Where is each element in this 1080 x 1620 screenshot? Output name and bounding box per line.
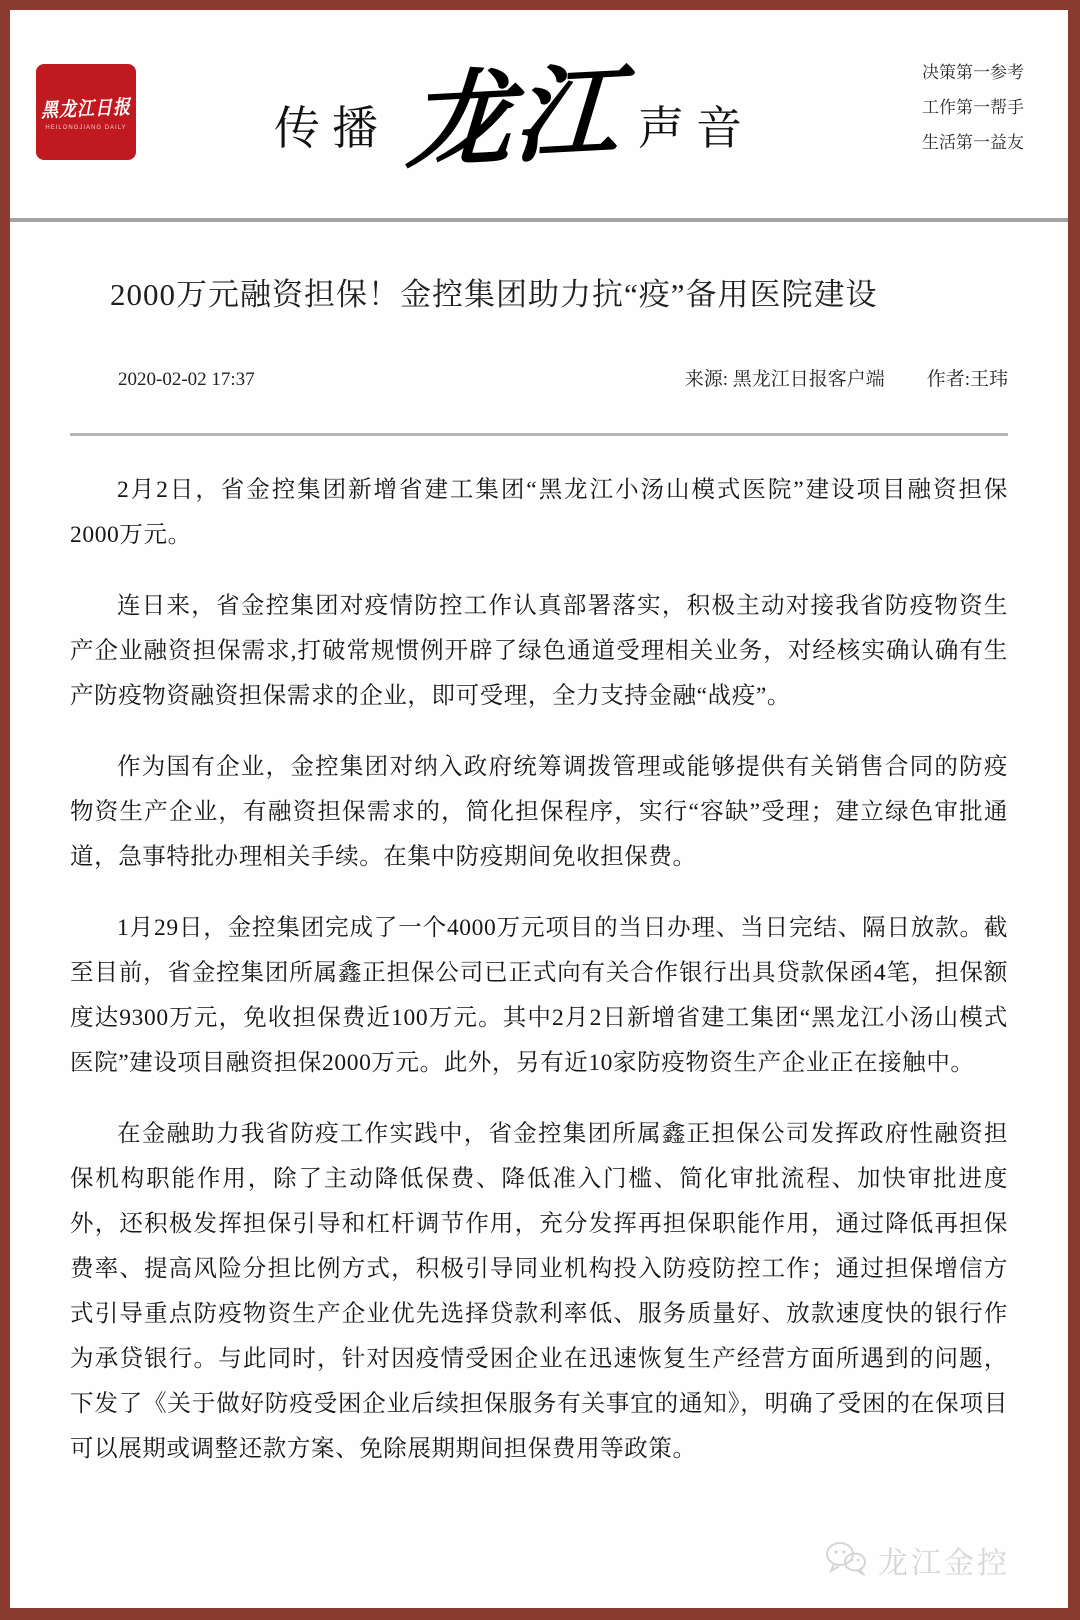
publish-datetime: 2020-02-02 17:37 [118, 368, 255, 390]
meta-right-group [685, 364, 1008, 391]
slogan-line: 决策第一参考 [922, 62, 1024, 82]
slogan-list [922, 55, 1024, 160]
masthead-prefix: 传播 [273, 102, 390, 154]
watermark [824, 1538, 1010, 1582]
meta-divider-line [70, 433, 1008, 436]
masthead-suffix: 声音 [638, 102, 754, 154]
paragraph: 2月2日，省金控集团新增省建工集团“黑龙江小汤山模式医院”建设项目融资担保2000万元。 [70, 476, 1008, 548]
logo-en-text: HEILONGJIANG DAILY [45, 124, 127, 131]
author-label: 作者:王玮 [926, 368, 1008, 390]
header-divider [10, 218, 1068, 222]
source-label: 来源: 黑龙江日报客户端 [684, 368, 885, 390]
article-title: 2000万元融资担保！金控集团助力抗“疫”备用医院建设 [110, 277, 878, 312]
article-body-container [10, 274, 1068, 1472]
wechat-icon [824, 1540, 868, 1581]
paragraph: 1月29日，金控集团完成了一个4000万元项目的当日办理、当日完结、隔日放款。截至目前，省金控集团所属鑫正担保公司已正式向有关合作银行出具贷款保函4笔，担保额度达9300万元，免收担保费近100万元。其中2月2日新增省建工集团“黑龙江小汤山模式医院”建设项目融资担保2000万元。此外，另有近10家防疫物资生产企业正在接触中。 [70, 914, 1008, 1076]
article-paragraphs [70, 468, 1008, 1472]
slogan-line: 生活第一益友 [922, 132, 1024, 152]
logo-cn-text: 黑龙江日报 [40, 95, 132, 122]
masthead-brand-calligraphy: 龙江 [404, 55, 624, 182]
slogan-line: 工作第一帮手 [922, 97, 1024, 117]
paragraph: 在金融助力我省防疫工作实践中，省金控集团所属鑫正担保公司发挥政府性融资担保机构职能作用，除了主动降低保费、降低准入门槛、简化审批流程、加快审批进度外，还积极发挥担保引导和杠杆调节作用，充分发挥再担保职能作用，通过降低再担保费率、提高风险分担比例方式，积极引导同业机构投入防疫防控工作；通过担保增信方式引导重点防疫物资生产企业优先选择贷款利率低、服务质量好、放款速度快的银行作为承贷银行。与此同时，针对因疫情受困企业在迅速恢复生产经营方面所遇到的问题，下发了《关于做好防疫受困企业后续担保服务有关事宜的通知》，明确了受困的在保项目可以展期或调整还款方案、免除展期期间担保费用等政策。 [70, 1120, 1008, 1462]
watermark-text: 龙江金控 [878, 1547, 1010, 1580]
masthead-header [10, 10, 1068, 218]
paragraph: 连日来，省金控集团对疫情防控工作认真部署落实，积极主动对接我省防疫物资生产企业融资担保需求,打破常规惯例开辟了绿色通道受理相关业务，对经核实确认确有生产防疫物资融资担保需求的企业，即可受理，全力支持金融“战疫”。 [70, 592, 1008, 709]
masthead-title [106, 55, 922, 182]
paragraph: 作为国有企业，金控集团对纳入政府统筹调拨管理或能够提供有关销售合同的防疫物资生产企业，有融资担保需求的，简化担保程序，实行“容缺”受理；建立绿色审批通道，急事特批办理相关手续。在集中防疫期间免收担保费。 [70, 753, 1008, 870]
article-meta [118, 364, 1008, 391]
